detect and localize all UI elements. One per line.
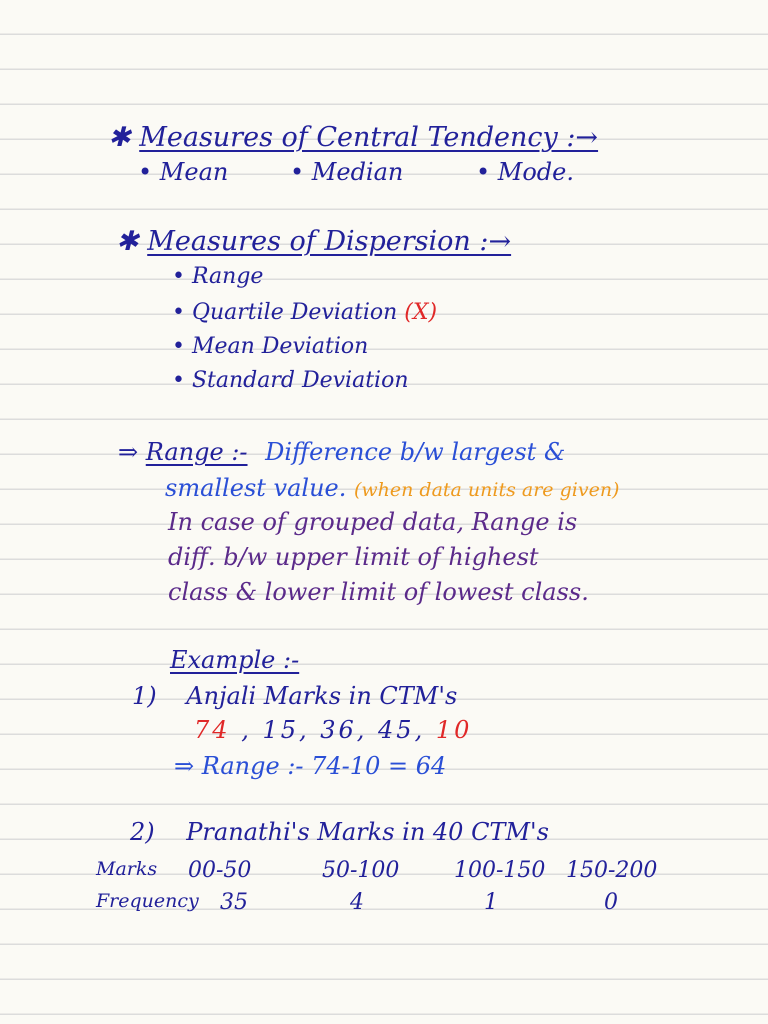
list-item-mean: • Mean: [138, 158, 229, 186]
list-item-range: • Range: [172, 264, 264, 289]
range-label: Range :-: [145, 438, 248, 466]
range-definition-line1: [118, 440, 565, 464]
range-note: (when data units are given): [354, 479, 620, 501]
marks-class-3: 100-150: [454, 858, 546, 883]
list-item-mode: • Mode.: [476, 158, 575, 186]
max-value: 74: [194, 716, 231, 744]
list-item-mean-deviation: • Mean Deviation: [172, 334, 369, 359]
frequency-label: Frequency: [96, 890, 199, 912]
range-definition-line2: [165, 476, 619, 500]
marks-label: Marks: [96, 858, 158, 880]
list-item-standard-deviation: • Standard Deviation: [172, 368, 409, 393]
excluded-mark: (X): [404, 300, 438, 325]
marks-class-2: 50-100: [322, 858, 400, 883]
example-heading: Example :-: [170, 646, 300, 674]
implies-arrow-icon: ⇒: [118, 438, 139, 466]
list-item-median: • Median: [290, 158, 404, 186]
marks-class-1: 00-50: [188, 858, 252, 883]
section1-heading: [108, 124, 598, 151]
marks-row: [0, 858, 768, 888]
section2-heading: [116, 228, 511, 255]
range-definition-text-2: smallest value.: [165, 474, 347, 502]
example1-result: ⇒ Range :- 74-10 = 64: [174, 752, 447, 780]
example1-title: 1) Anjali Marks in CTM's: [132, 682, 458, 710]
dispersion-heading: Measures of Dispersion :→: [147, 226, 512, 257]
middle-values: , 15, 36, 45,: [241, 716, 426, 744]
example2-number: 2): [130, 818, 155, 846]
frequency-1: 35: [220, 890, 248, 915]
min-value: 10: [435, 716, 473, 744]
grouped-data-line1: In case of grouped data, Range is: [168, 508, 578, 536]
grouped-data-line3: class & lower limit of lowest class.: [168, 578, 589, 606]
range-definition-text: Difference b/w largest &: [265, 438, 566, 466]
grouped-data-line2: diff. b/w upper limit of highest: [168, 543, 539, 571]
example1-values: [194, 718, 472, 742]
example1-number: 1): [132, 682, 157, 710]
frequency-3: 1: [484, 890, 498, 915]
central-tendency-heading: Measures of Central Tendency :→: [139, 122, 599, 153]
marks-class-4: 150-200: [566, 858, 658, 883]
star-bullet-icon: ✱: [108, 122, 131, 153]
example2-title: 2) Pranathi's Marks in 40 CTM's: [130, 818, 549, 846]
list-item-quartile-deviation: • Quartile Deviation (X): [172, 300, 438, 325]
frequency-row: [0, 890, 768, 920]
star-bullet-icon: ✱: [116, 226, 139, 257]
frequency-4: 0: [604, 890, 618, 915]
frequency-2: 4: [350, 890, 364, 915]
